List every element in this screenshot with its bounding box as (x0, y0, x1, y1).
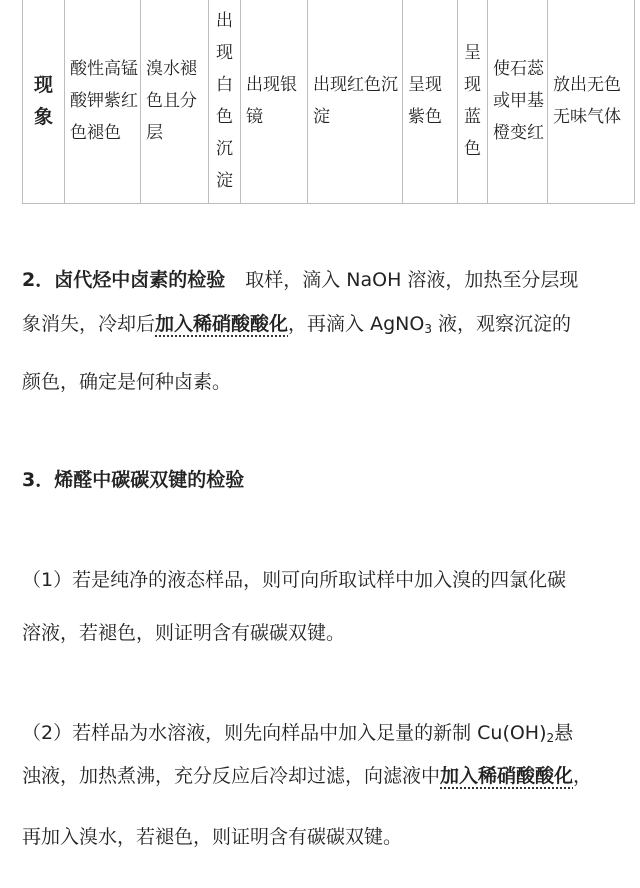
table-cell: 呈现蓝色 (458, 0, 488, 204)
section3-text: （2）若样品为水溶液，则先向样品中加入足量的新制 Cu(OH) (22, 722, 547, 744)
section3-p2-line3 (22, 823, 640, 851)
section3-text: ， (573, 765, 593, 787)
table-cell: 放出无色无味气体 (548, 0, 635, 204)
section3-title-line (22, 466, 640, 494)
section3-text: （1）若是纯净的液态样品，则可向所取试样中加入溴的四氯化碳 (22, 569, 567, 591)
subscript: 2 (546, 731, 555, 745)
table-cell: 使石蕊或甲基橙变红 (488, 0, 548, 204)
section2-text: 取样，滴入 NaOH 溶液，加热至分层现 (245, 269, 579, 291)
section2-text: 颜色，确定是何种卤素。 (22, 371, 232, 393)
section3-title: 3．烯醛中碳碳双键的检验 (22, 469, 245, 491)
section3-text: 再加入溴水，若褪色，则证明含有碳碳双键。 (22, 826, 403, 848)
section3-p2-line1 (22, 719, 640, 747)
section2-line1 (22, 266, 640, 294)
section3-p1-line1 (22, 566, 640, 594)
table-cell: 溴水褪色且分层 (141, 0, 209, 204)
table-cell: 出现银镜 (241, 0, 308, 204)
table-row (23, 0, 635, 204)
section2-title: 2．卤代烃中卤素的检验 (22, 269, 226, 291)
section2-line3 (22, 368, 640, 396)
section3-p2-line2 (22, 762, 640, 790)
observation-table (22, 0, 635, 204)
subscript: 3 (424, 322, 432, 336)
section2-text: ，再滴入 AgNO (288, 313, 425, 335)
table-cell: 酸性高锰酸钾紫红色褪色 (65, 0, 141, 204)
section3-text: 浊液，加热煮沸，充分反应后冷却过滤，向滤液中 (22, 765, 441, 787)
section3-text: 悬 (554, 722, 574, 744)
emphasis-text: 加入稀硝酸酸化 (440, 765, 574, 787)
section3-text: 溶液，若褪色，则证明含有碳碳双键。 (22, 622, 346, 644)
table-cell: 呈现紫色 (403, 0, 458, 204)
emphasis-text: 加入稀硝酸酸化 (155, 313, 289, 335)
section2-text: 液，观察沉淀的 (431, 313, 571, 335)
table-cell: 出现白色沉淀 (209, 0, 241, 204)
table-cell: 出现红色沉淀 (308, 0, 403, 204)
table-header-cell: 现象 (23, 0, 65, 204)
section2-text: 象消失，冷却后 (22, 313, 156, 335)
section2-line2 (22, 310, 640, 338)
section3-p1-line2 (22, 619, 640, 647)
